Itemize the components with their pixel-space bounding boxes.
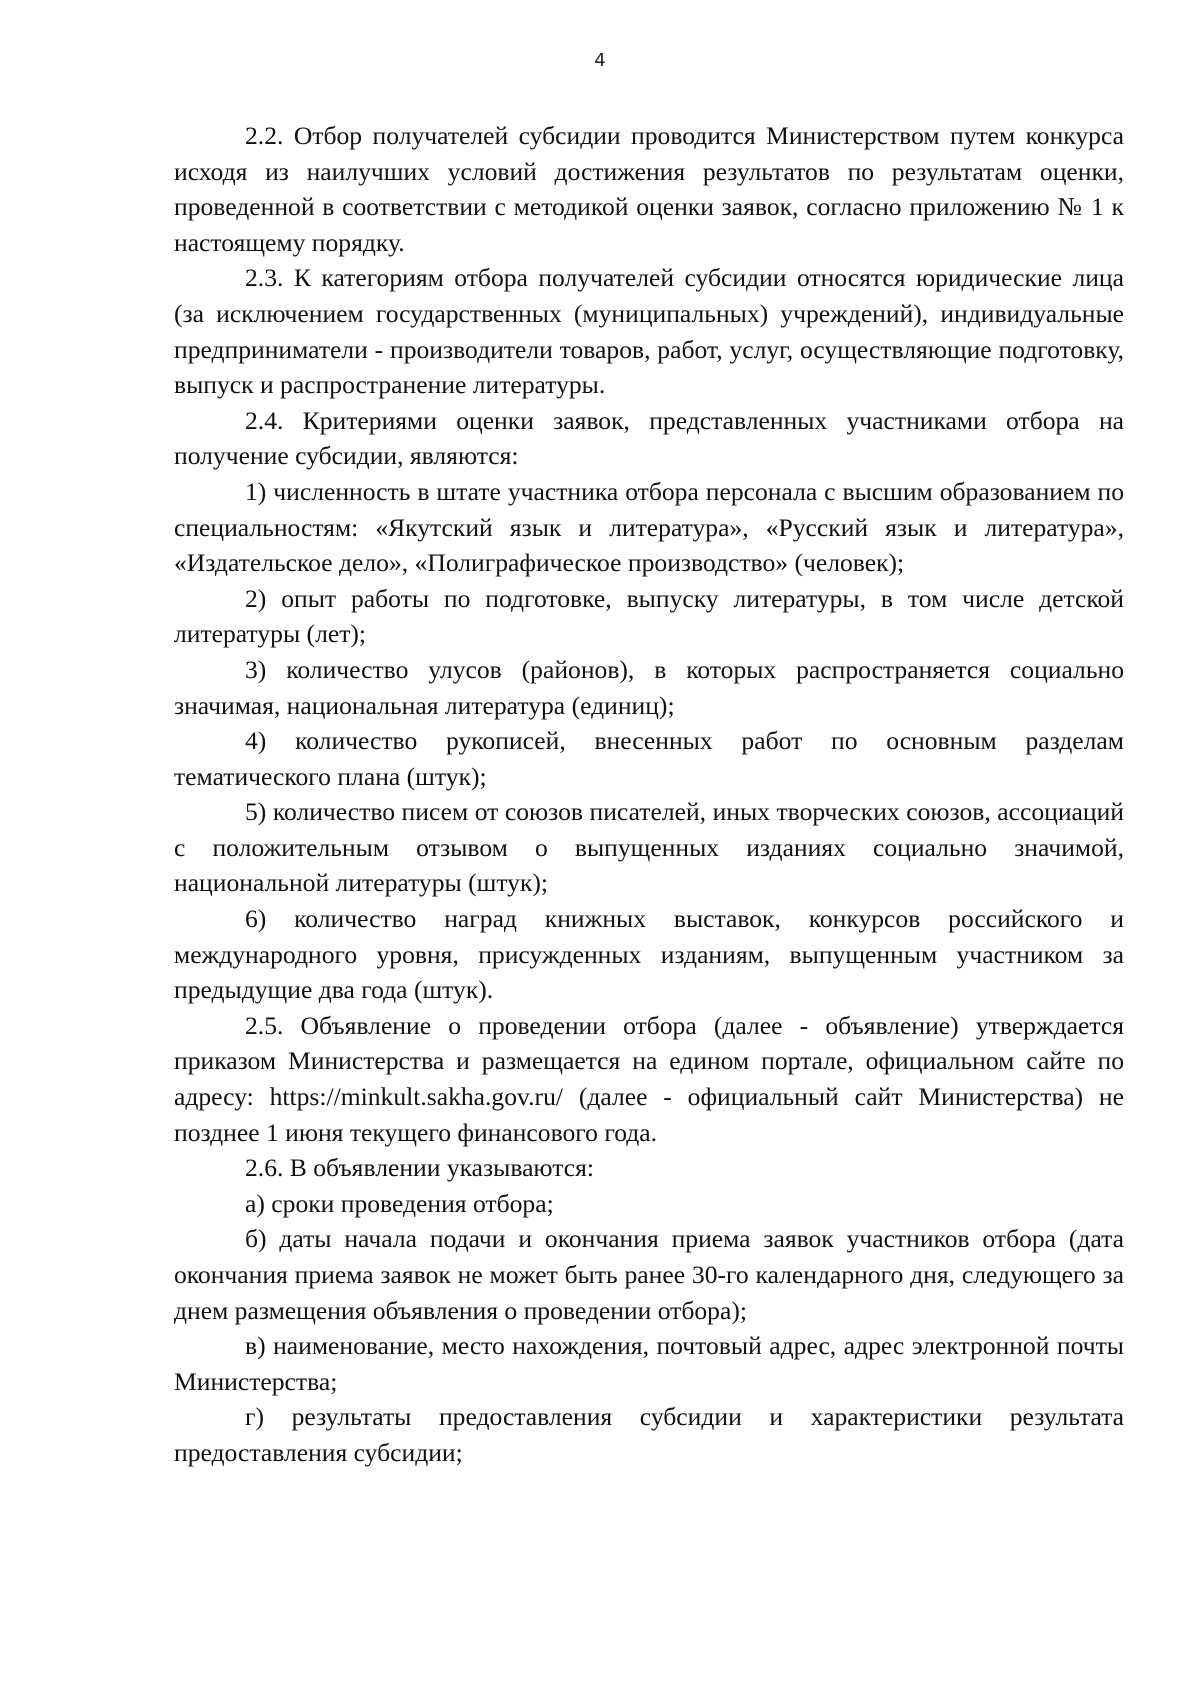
document-body bbox=[174, 118, 1124, 1471]
criterion-5: 5) количество писем от союзов писателей, иных творческих союзов, ассоциаций с положительным отзывом о выпущенных изданиях социально значимой, национальной литературы (штук); bbox=[174, 797, 1124, 898]
paragraph-2-3: 2.3. К категориям отбора получателей субсидии относятся юридические лица (за исключением государственных (муниципальных) учреждений), индивидуальные предприниматели - производители товаров, работ, услуг, осуществляющие подготовку, выпуск и распространение литературы. bbox=[174, 263, 1124, 400]
paragraph-2-2: 2.2. Отбор получателей субсидии проводится Министерством путем конкурса исходя из наилучших условий достижения результатов по результатам оценки, проведенной в соответствии с методикой оценки заявок, согласно приложению № 1 к настоящему порядку. bbox=[174, 121, 1124, 257]
paragraph-2-5: 2.5. Объявление о проведении отбора (далее - объявление) утверждается приказом Министерства и размещается на едином портале, официальном сайте по адресу: https://minkult.sakha.gov.ru/ (далее - официальный сайт Министерства) не позднее 1 июня текущего финансового года. bbox=[174, 1010, 1124, 1147]
item-g: г) результаты предоставления субсидии и характеристики результата предоставления субсидии; bbox=[174, 1402, 1124, 1467]
criterion-2: 2) опыт работы по подготовке, выпуску литературы, в том числе детской литературы (лет); bbox=[174, 583, 1124, 649]
criterion-6: 6) количество наград книжных выставок, конкурсов российского и международного уровня, присужденных изданиям, выпущенным участником за предыдущие два года (штук). bbox=[174, 904, 1124, 1005]
page-number: 4 bbox=[594, 50, 606, 71]
paragraph-2-6: 2.6. В объявлении указываются: bbox=[245, 1153, 594, 1183]
criterion-4: 4) количество рукописей, внесенных работ по основным разделам тематического плана (штук); bbox=[174, 726, 1124, 791]
item-a: а) сроки проведения отбора; bbox=[245, 1188, 554, 1218]
paragraph-2-4: 2.4. Критериями оценки заявок, представленных участниками отбора на получение субсидии, являются: bbox=[174, 405, 1124, 471]
criterion-3: 3) количество улусов (районов), в которых распространяется социально значимая, национальная литература (единиц); bbox=[174, 654, 1124, 720]
criterion-1: 1) численность в штате участника отбора персонала с высшим образованием по специальностям: «Якутский язык и литература», «Русский язык и литература», «Издательское дело», «Полиграфическое производство» (человек); bbox=[174, 476, 1124, 578]
item-v: в) наименование, место нахождения, почтовый адрес, адрес электронной почты Министерства; bbox=[174, 1331, 1124, 1396]
item-b: б) даты начала подачи и окончания приема заявок участников отбора (дата окончания приема заявок не может быть ранее 30-го календарного дня, следующего за днем размещения объявления о проведении отбора); bbox=[174, 1224, 1124, 1325]
